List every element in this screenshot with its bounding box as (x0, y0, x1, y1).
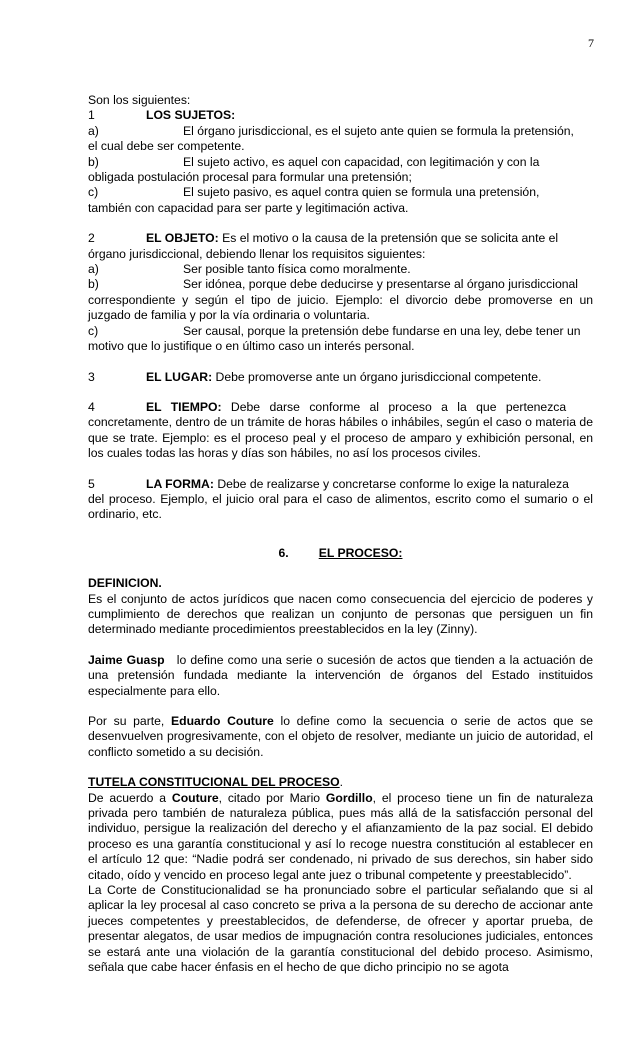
tutela-title: TUTELA CONSTITUCIONAL DEL PROCESO. (88, 775, 344, 790)
section-2-paragraph (88, 231, 593, 246)
section-5-title: LA FORMA: (146, 476, 214, 491)
section-4-paragraph (88, 400, 593, 415)
section-2-item-b (88, 277, 593, 323)
section-4-title: EL TIEMPO: (146, 399, 222, 414)
item-key: c) (88, 185, 99, 200)
item-text-cont: motivo que lo justifique o en último caso un interés personal. (88, 339, 415, 354)
section-5-paragraph (88, 477, 593, 492)
section-5-text-cont: del proceso. Ejemplo, el juicio oral para el caso de alimentos, escrito como el sumario o el ordinario, etc. (88, 491, 593, 522)
section-2-item-c (88, 324, 593, 355)
section-4-text: Debe darse conforme al proceso a la que pertenezca (230, 399, 567, 414)
definition-text: Es el conjunto de actos jurídicos que nacen como consecuencia del ejercicio de poderes y cumplimiento de derechos que realizan un conjunto de personas que persiguen un fin determinado mediante procedimientos preestablecidos en la ley (Zinny). (88, 591, 593, 637)
item-text: Ser causal, porque la pretensión debe fundarse en una ley, debe tener un (183, 323, 581, 338)
section-2-text-cont: órgano jurisdiccional, debiendo llenar los requisitos siguientes: (88, 246, 426, 261)
section-4-number: 4 (88, 399, 95, 414)
item-key: b) (88, 277, 99, 292)
section-3-title: EL LUGAR: (146, 369, 213, 384)
section-5-text: Debe de realizarse y concretarse conforme lo exige la naturaleza (217, 476, 569, 491)
section-3-text: Debe promoverse ante un órgano jurisdiccional competente. (215, 369, 542, 384)
item-text: El órgano jurisdiccional, es el sujeto ante quien se formula la pretensión, (183, 123, 574, 138)
couture-text: lo define como la secuencia o serie de actos que se desenvuelven progresivamente, con el objeto de resolver, mediante un juicio de autoridad, el conflicto sometido a su decisión. (88, 714, 594, 759)
section-2-number: 2 (88, 231, 95, 246)
page-number: 7 (588, 36, 594, 50)
section-1-number: 1 (88, 108, 95, 123)
section-2-item-a (88, 262, 593, 277)
section-1-title: LOS SUJETOS: (146, 108, 236, 123)
section-3-paragraph (88, 370, 593, 385)
couture-ref: Couture (171, 790, 219, 805)
section-1-item-b (88, 155, 593, 186)
definition-title: DEFINICION. (88, 576, 162, 591)
section-5-number: 5 (88, 476, 95, 491)
intro-text: Son los siguientes: (88, 93, 191, 107)
guasp-name: Jaime Guasp (88, 652, 165, 667)
item-text: Ser idónea, porque debe deducirse y presentarse al órgano jurisdiccional (183, 277, 578, 292)
section-6-title: EL PROCESO: (318, 545, 403, 560)
section-2-text: Es el motivo o la causa de la pretensión que se solicita ante el (222, 231, 559, 246)
item-text-cont: obligada postulación procesal para formular una pretensión; (88, 170, 412, 185)
guasp-text: lo define como una serie o sucesión de actos que tienden a la actuación de una pretensión fundada mediante la intervención de órganos del Estado instituidos especialmente para ello. (88, 652, 593, 698)
section-1-heading (88, 108, 593, 123)
section-3-number: 3 (88, 369, 95, 384)
item-key: a) (88, 262, 99, 277)
item-text-cont: correspondiente y según el tipo de juicio. Ejemplo: el divorcio debe promoverse en un juzgado de familia y por la vía ordinaria o voluntaria. (88, 292, 593, 323)
section-1-item-c (88, 185, 593, 216)
item-text: Ser posible tanto física como moralmente. (183, 262, 411, 277)
item-text: El sujeto pasivo, es aquel contra quien se formula una pretensión, (183, 185, 540, 200)
item-text-cont: el cual debe ser competente. (88, 139, 245, 154)
item-key: b) (88, 154, 99, 169)
section-6-number: 6. (278, 545, 289, 560)
item-text-cont: también con capacidad para ser parte y legitimación activa. (88, 200, 409, 215)
gordillo-ref: Gordillo (325, 790, 373, 805)
section-6-heading (88, 546, 593, 561)
document-body (88, 93, 593, 976)
couture-pre: Por su parte, (88, 714, 165, 728)
item-key: c) (88, 323, 99, 338)
tutela-paragraph-2: La Corte de Constitucionalidad se ha pronunciado sobre el particular señalando que si al aplicar la ley procesal al caso concreto se priva a la persona de su derecho de accionar ante jueces competentes y preestablecidos, de defenderse, de ofrecer y aportar prueba, de presentar alegatos, de usar medios de impugnación contra resoluciones judiciales, entonces se estará ante una violación de la garantía constitucional del debido proceso. Asimismo, señala que cabe hacer énfasis en el hecho de que dicho principio no se agota (88, 883, 593, 975)
section-1-item-a (88, 124, 593, 155)
item-text: El sujeto activo, es aquel con capacidad, con legitimación y con la (183, 154, 540, 169)
section-4-text-cont: concretamente, dentro de un trámite de horas hábiles o inhábiles, según el caso o materia de que se trate. Ejemplo: es el proceso peal y el proceso de amparo y exhibición personal, en los cuales todas las horas y días son hábiles, no así los procesos civiles. (88, 415, 593, 461)
tutela-paragraph-1: De acuerdo a Couture, citado por Mario Gordillo, el proceso tiene un fin de naturaleza privada pero también de naturaleza pública, pues más allá de la satisfacción personal del individuo, persigue la realización del derecho y el afianzamiento de la paz social. El debido proceso es una garantía constitucional y así lo recoge nuestra constitución al establecer en el artículo 12 que: “Nadie podrá ser condenado, ni privado de sus derechos, sin haber sido citado, oído y vencido en proceso legal ante juez o tribunal competente y preestablecido”. (88, 790, 593, 882)
item-key: a) (88, 123, 99, 138)
couture-name: Eduardo Couture (171, 714, 274, 728)
section-2-title: EL OBJETO: (146, 231, 219, 246)
couture-paragraph (88, 714, 593, 760)
guasp-paragraph (88, 653, 593, 699)
